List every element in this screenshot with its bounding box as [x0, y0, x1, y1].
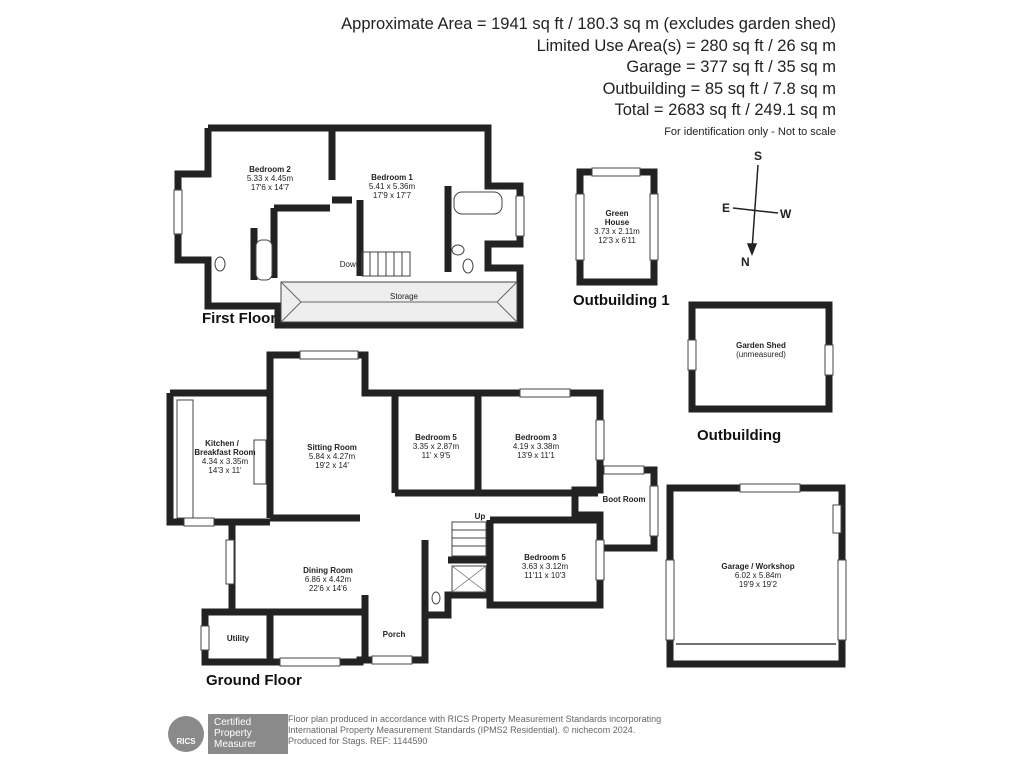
outbuilding1-label: Outbuilding 1 [573, 292, 670, 309]
garage-name: Garage / Workshop [721, 562, 795, 571]
bedroom1-name: Bedroom 1 [371, 173, 413, 182]
ground-floor-walls [170, 355, 654, 662]
toilet-icon [463, 259, 473, 273]
footer [168, 712, 728, 757]
bedroom5a-imperial: 11' x 9'5 [421, 451, 451, 460]
up-label: Up [474, 512, 486, 521]
boot-room-label: Boot Room [602, 495, 646, 504]
kitchen-name-2: Breakfast Room [194, 448, 256, 457]
greenhouse-imperial: 12'3 x 6'11 [598, 236, 636, 245]
ground-floor-label: Ground Floor [206, 672, 302, 689]
bedroom2-name: Bedroom 2 [249, 165, 291, 174]
bath-icon [454, 192, 502, 214]
sitting-room-name: Sitting Room [307, 443, 357, 452]
basin-icon [452, 245, 464, 255]
approximate-area: Approximate Area = 1941 sq ft / 180.3 sq m (excludes garden shed) [341, 15, 836, 33]
kitchen-island [254, 440, 266, 484]
bedroom3-metric: 4.19 x 3.38m [512, 442, 560, 451]
compass-n: N [741, 255, 750, 269]
outbuilding-label: Outbuilding [697, 427, 782, 444]
kitchen-worktop [177, 400, 193, 518]
utility-label: Utility [226, 634, 250, 643]
greenhouse-name-1: Green [605, 209, 629, 218]
toilet-icon-2 [215, 257, 225, 271]
ground-toilet-icon [432, 592, 440, 604]
garage-imperial: 19'9 x 19'2 [738, 580, 778, 589]
garden-shed-note: (unmeasured) [736, 350, 786, 359]
bedroom5a-name: Bedroom 5 [415, 433, 457, 442]
bedroom5b-name: Bedroom 5 [524, 553, 566, 562]
certified-measurer-badge: Certified Property Measurer [208, 714, 288, 754]
bedroom5b-imperial: 11'11 x 10'3 [524, 571, 566, 580]
total-area: Total = 2683 sq ft / 249.1 sq m [614, 101, 836, 119]
bath-icon-2 [256, 240, 272, 280]
garden-shed-name: Garden Shed [736, 341, 786, 350]
outbuilding-area: Outbuilding = 85 sq ft / 7.8 sq m [602, 79, 836, 98]
bedroom3-imperial: 13'9 x 11'1 [517, 451, 555, 460]
bedroom1-imperial: 17'9 x 17'7 [372, 191, 412, 200]
greenhouse-name-2: House [604, 218, 630, 227]
bedroom5a-metric: 3.35 x 2.87m [412, 442, 460, 451]
dining-room-metric: 6.86 x 4.42m [304, 575, 352, 584]
kitchen-metric: 4.34 x 3.35m [201, 457, 249, 466]
bedroom2-imperial: 17'6 x 14'7 [250, 183, 290, 192]
dining-room-name: Dining Room [303, 566, 353, 575]
bedroom2-metric: 5.33 x 4.45m [246, 174, 294, 183]
footnote: Floor plan produced in accordance with RICS Property Measurement Standards incorporating International Property Measurement Standards (IPMS2 Residential). © nichecom 2024. Produced for Stags. REF: 1144590 [288, 714, 662, 746]
stairs-first-floor [362, 252, 410, 276]
greenhouse-metric: 3.73 x 2.11m [594, 227, 640, 236]
dining-room-imperial: 22'6 x 14'6 [308, 584, 348, 593]
down-label: Down [339, 260, 361, 269]
kitchen-name-1: Kitchen / [205, 439, 239, 448]
porch-label: Porch [382, 630, 406, 639]
compass-s: S [754, 149, 763, 163]
garage-metric: 6.02 x 5.84m [734, 571, 782, 580]
storage-label: Storage [389, 292, 419, 301]
sitting-room-metric: 5.84 x 4.27m [308, 452, 356, 461]
bedroom5b-metric: 3.63 x 3.12m [521, 562, 569, 571]
sitting-room-imperial: 19'2 x 14' [315, 461, 349, 470]
kitchen-imperial: 14'3 x 11' [208, 466, 242, 475]
scale-note: For identification only - Not to scale [664, 125, 836, 138]
limited-use-area: Limited Use Area(s) = 280 sq ft / 26 sq m [536, 36, 836, 55]
compass-e: E [722, 201, 731, 215]
garage-area: Garage = 377 sq ft / 35 sq m [626, 58, 836, 76]
bedroom1-metric: 5.41 x 5.36m [368, 182, 416, 191]
first-floor-label: First Floor [202, 310, 277, 327]
rics-logo: RICS [168, 716, 204, 752]
stairs-ground-floor [452, 522, 486, 556]
compass [733, 165, 778, 254]
compass-w: W [780, 207, 792, 221]
bedroom3-name: Bedroom 3 [515, 433, 557, 442]
